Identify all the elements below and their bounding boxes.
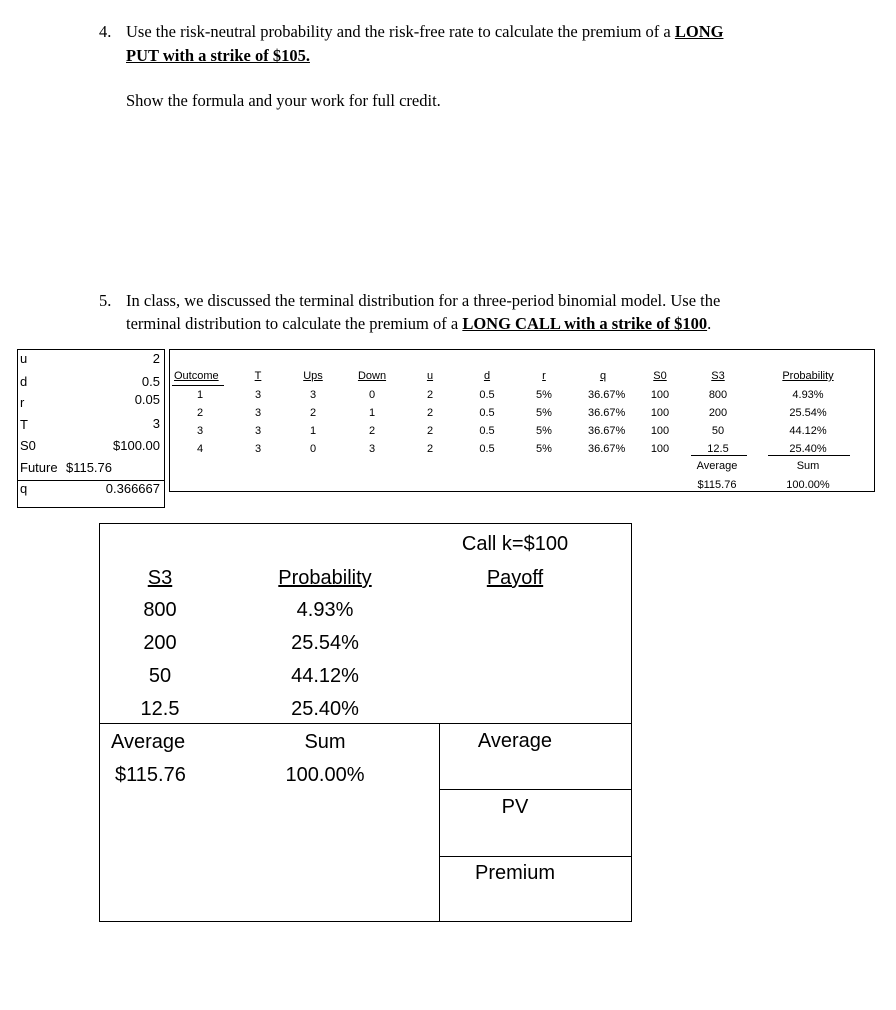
answer-right-pv: PV (501, 796, 529, 818)
dist-cell-down: 3 (368, 443, 376, 455)
answer-s3-value: 200 (143, 632, 177, 654)
dist-cell-t: 3 (254, 389, 262, 401)
answer-average-value: $115.76 (115, 764, 186, 786)
answer-probability-value: 4.93% (296, 599, 354, 621)
dist-cell-down: 0 (368, 389, 376, 401)
dist-cell-s0: 100 (650, 443, 670, 455)
dist-cell-r: 5% (536, 443, 552, 455)
q5-line1: In class, we discussed the terminal distribution for a three-period binomial model. Use the (126, 291, 721, 310)
dist-prob-rule (768, 455, 850, 456)
q4-line1: Use the risk-neutral probability and the risk-free rate to calculate the premium of a LONG (126, 22, 724, 41)
dist-cell-t: 3 (254, 443, 262, 455)
dist-cell-s0: 100 (650, 407, 670, 419)
dist-cell-q: 36.67% (588, 425, 626, 437)
dist-average-label: Average (696, 460, 738, 472)
dist-cell-outcome: 4 (196, 443, 204, 455)
dist-header-d: d (483, 370, 491, 382)
dist-cell-ups: 0 (309, 443, 317, 455)
dist-header-q: q (599, 370, 607, 382)
dist-cell-d: 0.5 (479, 425, 495, 437)
q4-number: 4. (99, 22, 112, 41)
dist-cell-down: 1 (368, 407, 376, 419)
dist-cell-r: 5% (536, 407, 552, 419)
answer-divider (100, 723, 631, 724)
answer-header-probability: Probability (278, 567, 372, 589)
param-row-q: q 0.366667 (20, 481, 160, 496)
answer-header-payoff: Payoff (486, 567, 544, 589)
answer-s3-value: 50 (148, 665, 172, 687)
q5-line2: terminal distribution to calculate the premium of a LONG CALL with a strike of $100. (126, 314, 712, 333)
q4-line2: PUT with a strike of $105. (126, 46, 310, 65)
answer-sum-value: 100.00% (285, 764, 365, 786)
dist-cell-outcome: 1 (196, 389, 204, 401)
dist-cell-u: 2 (426, 425, 434, 437)
dist-header-s0: S0 (653, 370, 667, 382)
dist-cell-s0: 100 (650, 425, 670, 437)
dist-cell-q: 36.67% (588, 407, 626, 419)
dist-cell-down: 2 (368, 425, 376, 437)
dist-cell-probability: 44.12% (789, 425, 827, 437)
answer-right-average: Average (477, 730, 553, 752)
dist-cell-u: 2 (426, 389, 434, 401)
dist-cell-ups: 3 (309, 389, 317, 401)
dist-header-ups: Ups (303, 370, 323, 382)
dist-header-t: T (254, 370, 262, 382)
params-list (20, 350, 162, 501)
answer-right-hline-1 (439, 789, 631, 790)
dist-cell-s3: 12.5 (707, 443, 729, 455)
dist-sum-value: 100.00% (786, 479, 830, 491)
answer-s3-value: 12.5 (140, 698, 180, 720)
param-row-s0: S0 $100.00 (20, 438, 160, 453)
dist-cell-probability: 4.93% (792, 389, 824, 401)
param-row-d: d 0.5 (20, 373, 160, 389)
dist-cell-d: 0.5 (479, 407, 495, 419)
answer-probability-value: 25.40% (291, 698, 359, 720)
answer-sum-label: Sum (304, 731, 346, 753)
dist-header-outcome: Outcome (174, 370, 219, 382)
dist-average-value: $115.76 (697, 479, 737, 491)
answer-s3-value: 800 (143, 599, 177, 621)
dist-header-r: r (542, 370, 546, 382)
dist-cell-outcome: 2 (196, 407, 204, 419)
dist-cell-t: 3 (254, 407, 262, 419)
answer-probability-value: 25.54% (291, 632, 359, 654)
answer-right-premium: Premium (474, 862, 555, 884)
q5-emphasis: LONG CALL with a strike of $100 (462, 314, 708, 333)
params-box (17, 349, 165, 508)
dist-cell-ups: 2 (309, 407, 317, 419)
dist-cell-d: 0.5 (479, 443, 495, 455)
answer-probability-value: 44.12% (291, 665, 359, 687)
dist-sum-label: Sum (796, 460, 820, 472)
dist-cell-probability: 25.40% (789, 443, 827, 455)
answer-header-s3: S3 (147, 567, 173, 589)
dist-cell-s3: 200 (708, 407, 728, 419)
dist-header-probability: Probability (782, 370, 834, 382)
dist-cell-q: 36.67% (588, 443, 626, 455)
dist-cell-s3: 800 (708, 389, 728, 401)
distribution-table (169, 349, 875, 492)
answer-average-label: Average (111, 731, 186, 753)
q4-instruction: Show the formula and your work for full credit. (126, 91, 441, 110)
dist-cell-u: 2 (426, 407, 434, 419)
dist-cell-r: 5% (536, 425, 552, 437)
dist-cell-ups: 1 (309, 425, 317, 437)
q4-emphasis-1: LONG (674, 22, 724, 41)
dist-cell-d: 0.5 (479, 389, 495, 401)
answer-right-hline-2 (439, 856, 631, 857)
param-row-future: Future $115.76 (20, 459, 112, 475)
dist-s3-rule (691, 455, 747, 456)
dist-cell-u: 2 (426, 443, 434, 455)
dist-cell-outcome: 3 (196, 425, 204, 437)
call-title: Call k=$100 (461, 533, 569, 555)
param-row-u: u 2 (20, 351, 160, 366)
dist-header-down: Down (357, 370, 387, 382)
dist-outcome-underline (172, 385, 224, 386)
answer-right-vline (439, 723, 440, 921)
q5-number: 5. (99, 291, 112, 310)
dist-cell-r: 5% (536, 389, 552, 401)
dist-header-u: u (426, 370, 434, 382)
dist-cell-q: 36.67% (588, 389, 626, 401)
dist-cell-s0: 100 (650, 389, 670, 401)
param-row-t: T 3 (20, 415, 160, 432)
param-row-r: r 0.05 (20, 392, 160, 410)
answer-box (99, 523, 632, 922)
dist-cell-probability: 25.54% (789, 407, 827, 419)
dist-header-s3: S3 (711, 370, 725, 382)
dist-cell-s3: 50 (711, 425, 725, 437)
dist-cell-t: 3 (254, 425, 262, 437)
params-divider (18, 480, 164, 481)
